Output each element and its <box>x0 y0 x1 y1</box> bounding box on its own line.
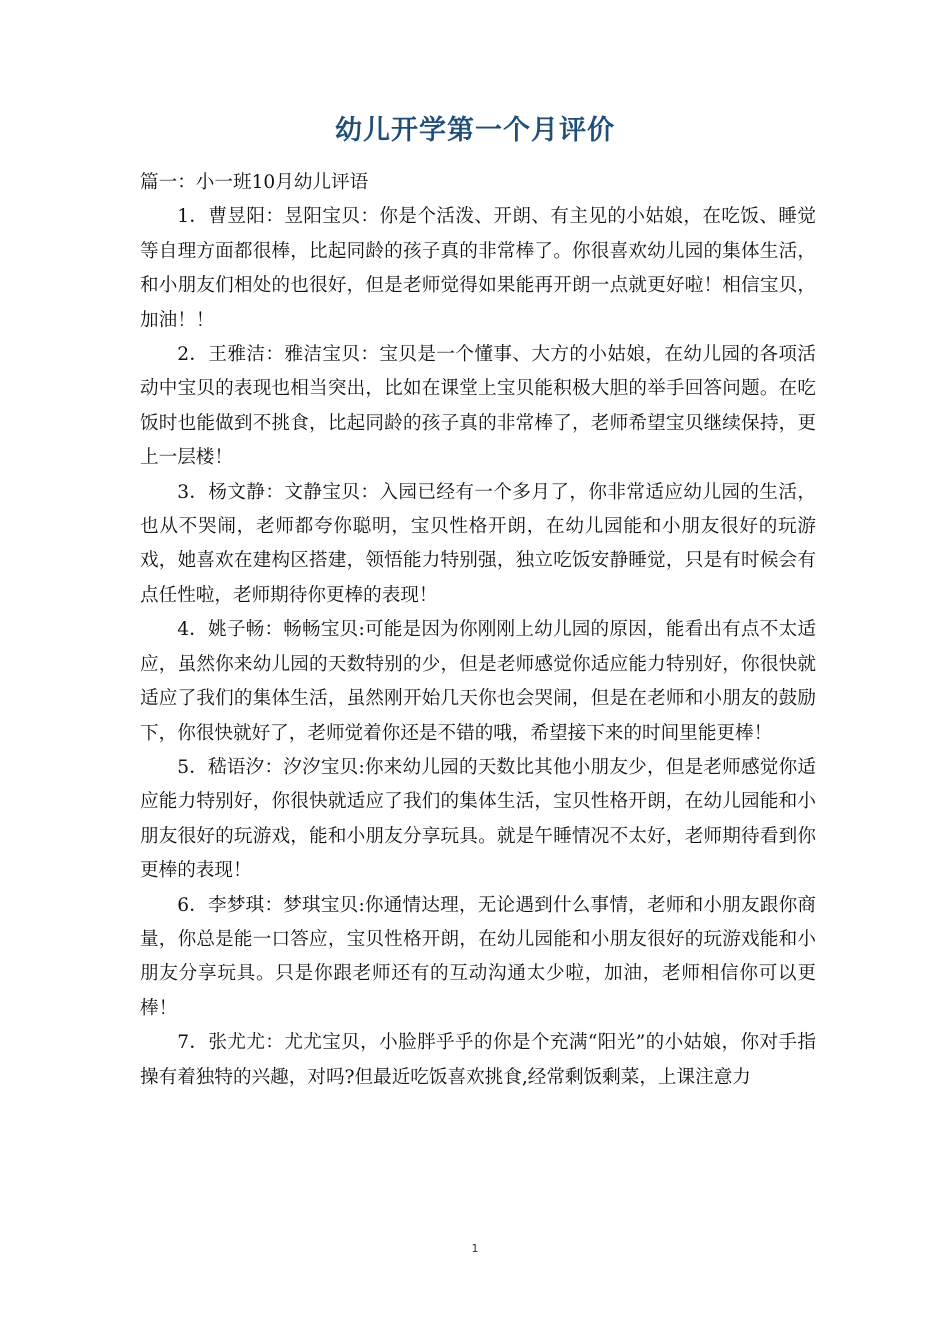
paragraph-5: 5．嵇语汐：汐汐宝贝:你来幼儿园的天数比其他小朋友少，但是老师感觉你适应能力特别好，你很快就适应了我们的集体生活，宝贝性格开朗，在幼儿园能和小朋友很好的玩游戏，能和小朋友分享玩具。就是午睡情况不太好，老师期待看到你更棒的表现！ <box>140 756 816 882</box>
paragraph-7: 7．张尤尤：尤尤宝贝，小脸胖乎乎的你是个充满“阳光”的小姑娘，你对手指操有着独特的兴趣，对吗?但最近吃饭喜欢挑食,经常剩饭剩菜，上课注意力 <box>140 1032 816 1088</box>
section-subtitle: 篇一：小一班10月幼儿评语 <box>140 172 369 193</box>
paragraph-3: 3．杨文静：文静宝贝：入园已经有一个多月了，你非常适应幼儿园的生活，也从不哭闹，老师都夸你聪明，宝贝性格开朗，在幼儿园能和小朋友很好的玩游戏，她喜欢在建构区搭建，领悟能力特别强，独立吃饭安静睡觉，只是有时候会有点任性啦，老师期待你更棒的表现！ <box>140 481 816 606</box>
paragraph-2: 2．王雅洁：雅洁宝贝：宝贝是一个懂事、大方的小姑娘，在幼儿园的各项活动中宝贝的表现也相当突出，比如在课堂上宝贝能积极大胆的举手回答问题。在吃饭时也能做到不挑食，比起同龄的孩子真的非常棒了，老师希望宝贝继续保持，更上一层楼！ <box>140 344 816 469</box>
document-title: 幼儿开学第一个月评价 <box>335 115 615 146</box>
page-number: 1 <box>471 1242 479 1255</box>
paragraph-4: 4．姚子畅：畅畅宝贝:可能是因为你刚刚上幼儿园的原因，能看出有点不太适应，虽然你来幼儿园的天数特别的少，但是老师感觉你适应能力特别好，你很快就适应了我们的集体生活，虽然刚开始几天你也会哭闹，但是在老师和小朋友的鼓励下，你很快就好了，老师觉着你还是不错的哦，希望接下来的时间里能更棒！ <box>140 619 816 744</box>
paragraph-1: 1．曹昱阳：昱阳宝贝：你是个活泼、开朗、有主见的小姑娘，在吃饭、睡觉等自理方面都很棒，比起同龄的孩子真的非常棒了。你很喜欢幼儿园的集体生活，和小朋友们相处的也很好，但是老师觉得如果能再开朗一点就更好啦！相信宝贝，加油！！ <box>140 206 816 331</box>
paragraph-6: 6．李梦琪：梦琪宝贝:你通情达理，无论遇到什么事情，老师和小朋友跟你商量，你总是能一口答应，宝贝性格开朗，在幼儿园能和小朋友很好的玩游戏能和小朋友分享玩具。只是你跟老师还有的互动沟通太少啦，加油，老师相信你可以更棒！ <box>140 894 816 1019</box>
document-body <box>140 166 816 1095</box>
